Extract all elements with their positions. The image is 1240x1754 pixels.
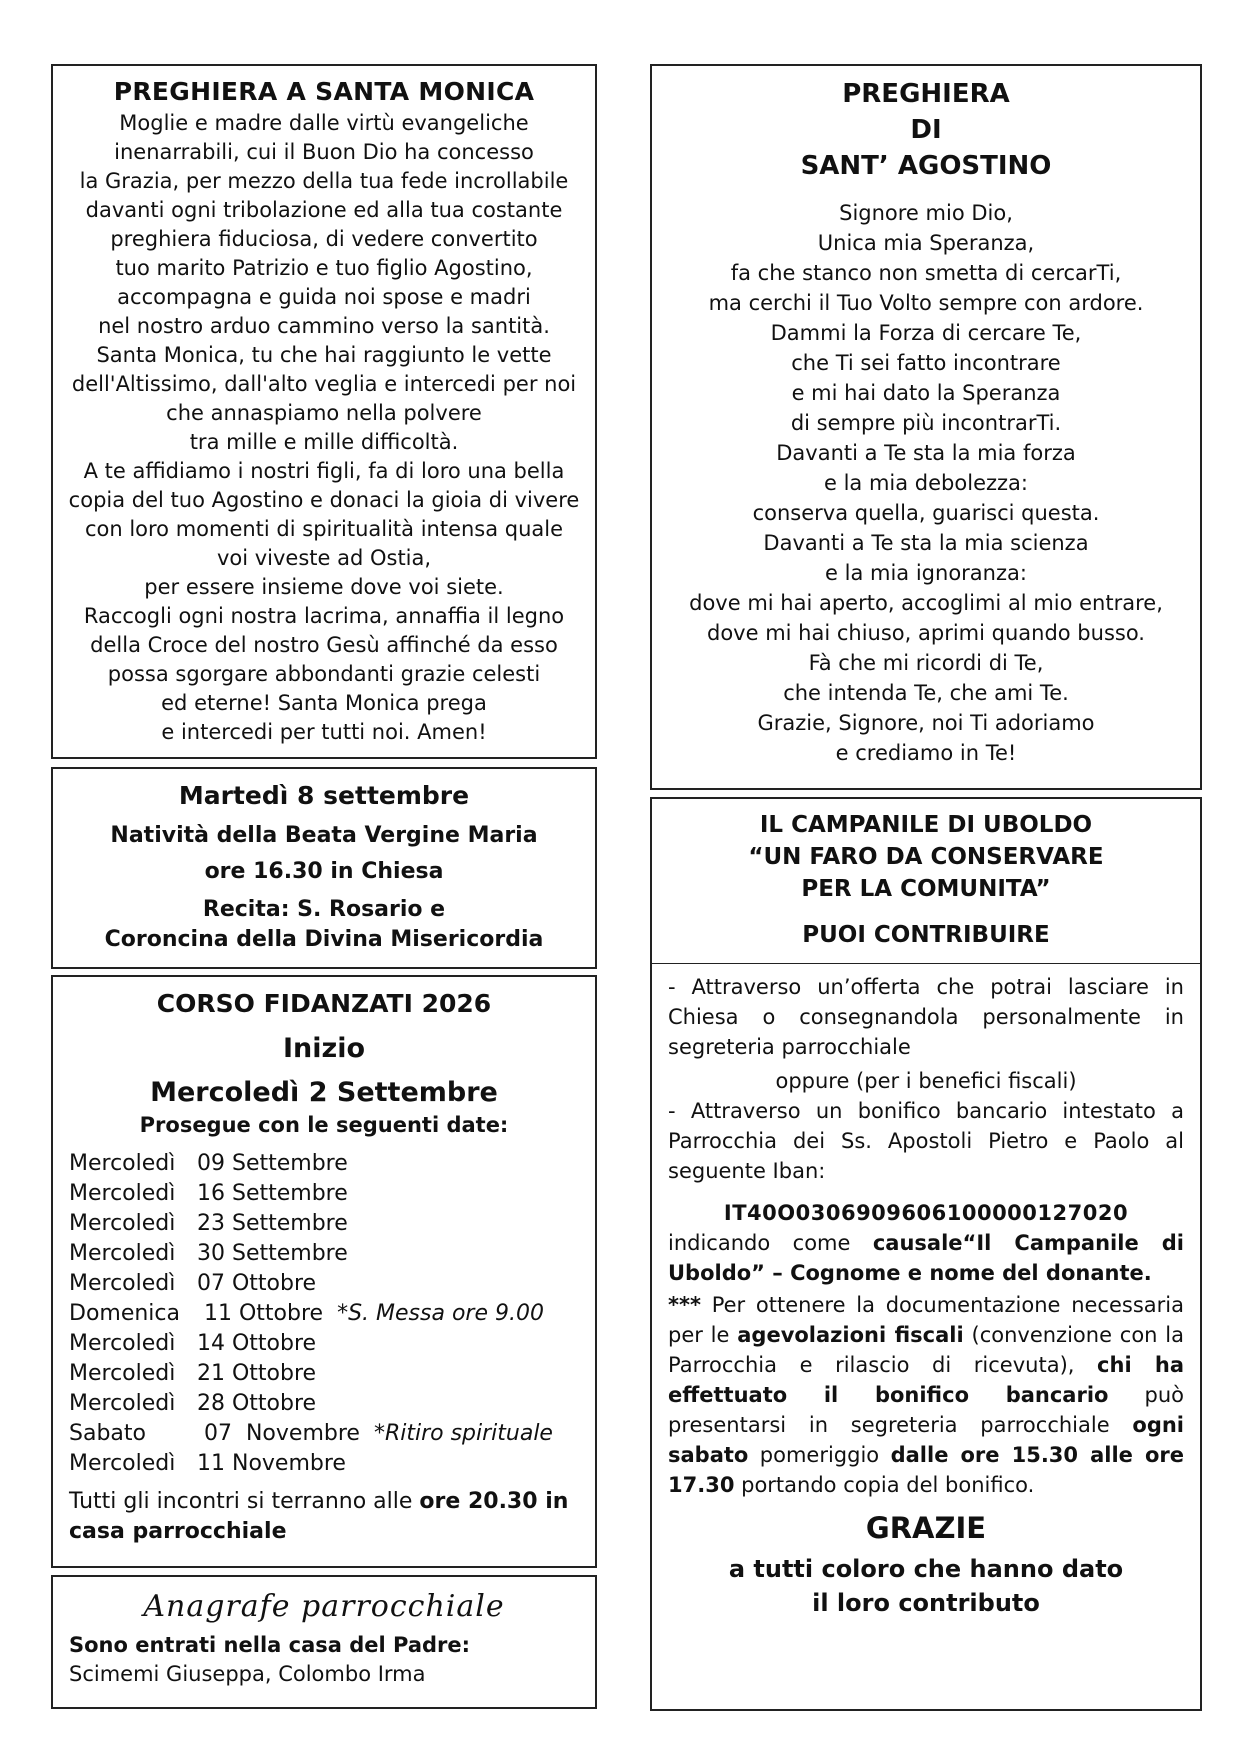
prayer-line: dove mi hai aperto, accoglimi al mio entrare, [689,591,1163,615]
event-coroncina: Coroncina della Divina Misericordia [104,927,544,952]
course-footer [69,1487,581,1547]
prayer-line: la Grazia, per mezzo della tua fede incrollabile [79,169,569,193]
thanks-heading: GRAZIE [865,1511,987,1545]
engaged-course-box [51,975,597,1568]
prayer-line: con loro momenti di spiritualità intensa quale [84,517,564,541]
transfer-paragraph: - Attraverso un bonifico bancario intestato a Parrocchia dei Ss. Apostoli Pietro e Paolo al seguente Iban: [668,1099,1184,1183]
prayer-line: dell'Altissimo, dall'alto veglia e intercedi per noi [71,372,577,396]
event-time: ore 16.30 in Chiesa [204,859,444,884]
parish-registry-box [51,1575,597,1709]
prayer-santa-monica-text [53,109,595,747]
thanks-line: a tutti coloro che hanno dato [728,1555,1124,1583]
title-line: “UN FARO DA CONSERVARE [748,844,1104,870]
prayer-sant-agostino-title [652,76,1200,184]
prayer-line: conserva quella, guarisci questa. [752,501,1100,525]
prayer-line: Davanti a Te sta la mia forza [776,441,1076,465]
course-date-day: Mercoledì [69,1331,176,1356]
course-date-value: 09 Settembre [197,1151,348,1176]
course-date-row [69,1149,595,1179]
course-start-date: Mercoledì 2 Settembre [150,1077,498,1108]
course-date-day: Mercoledì [69,1361,176,1386]
tax-text: pomeriggio [748,1443,891,1467]
prayer-line: della Croce del nostro Gesù affinché da esso [90,633,558,657]
course-date-row [69,1329,595,1359]
iban-code: IT40O0306909606100000127020 [723,1201,1129,1225]
course-date-day: Mercoledì [69,1241,176,1266]
course-date-value: 11 Novembre [197,1451,346,1476]
registry-title: Anagrafe parrocchiale [143,1589,505,1624]
prayer-line: Moglie e madre dalle virtù evangeliche [119,111,529,135]
prayer-line: che intenda Te, che ami Te. [783,681,1069,705]
prayer-line: davanti ogni tribolazione ed alla tua costante [85,198,563,222]
prayer-line: dove mi hai chiuso, aprimi quando busso. [707,621,1145,645]
prayer-line: e intercedi per tutti noi. Amen! [161,720,487,744]
tax-bold: dalle ore 15.30 alle ore 17.30 [668,1443,1185,1497]
prayer-line: Raccogli ogni nostra lacrima, annaffia il legno [83,604,565,628]
prayer-line: Dammi la Forza di cercare Te, [770,321,1082,345]
prayer-line: ma cerchi il Tuo Volto sempre con ardore. [708,291,1144,315]
course-date-row [69,1179,595,1209]
bell-tower-subtitle: PUOI CONTRIBUIRE [802,922,1050,948]
course-date-row [69,1389,595,1419]
course-date-value: 30 Settembre [197,1241,348,1266]
prayer-santa-monica-title: PREGHIERA A SANTA MONICA [113,77,535,106]
prayer-sant-agostino-box [650,64,1202,790]
stars: *** [668,1293,701,1317]
prayer-line: tuo marito Patrizio e tuo figlio Agostino, [115,256,533,280]
course-date-day: Mercoledì [69,1451,176,1476]
tax-text: (convenzione con la Parrocchia e rilascio di ricevuta), [668,1323,1184,1377]
course-date-row [69,1359,595,1389]
causale-text: indicando come [668,1231,873,1255]
thanks-text [652,1552,1200,1620]
course-date-row [69,1419,595,1449]
course-date-day: Mercoledì [69,1211,176,1236]
tax-text: Per ottenere la documentazione necessaria per le [668,1293,1184,1347]
prayer-line: Signore mio Dio, [839,201,1013,225]
course-continues-label: Prosegue con le seguenti date: [139,1113,509,1137]
prayer-line: di sempre più incontrarTi. [790,411,1062,435]
course-date-row [69,1239,595,1269]
course-footer-place: ore 20.30 in casa parrocchiale [69,1489,569,1544]
course-date-value: 11 Ottobre [197,1301,324,1326]
divider [652,963,1200,964]
course-date-row [69,1449,595,1479]
course-date-value: 07 Ottobre [197,1271,317,1296]
offer-paragraph: - Attraverso un’offerta che potrai lasciare in Chiesa o consegnandola personalmente in segreteria parrocchiale [668,975,1184,1059]
prayer-line: Davanti a Te sta la mia scienza [763,531,1089,555]
event-recita: Recita: S. Rosario e [202,897,446,922]
course-date-note-text: Ritiro spirituale [384,1421,553,1446]
course-date-value: 21 Ottobre [197,1361,317,1386]
prayer-line: ed eterne! Santa Monica prega [161,691,487,715]
course-date-note-text: S. Messa ore 9.00 [348,1301,544,1326]
causale-paragraph [668,1228,1184,1288]
course-date-day: Sabato [69,1421,146,1446]
tax-bold: agevolazioni fiscali [737,1323,964,1347]
course-date-note [374,1421,553,1446]
thanks-line: il loro contributo [812,1589,1040,1617]
course-start-label: Inizio [282,1033,366,1064]
prayer-line: inenarrabili, cui il Buon Dio ha concesso [114,140,534,164]
prayer-line: preghiera fiduciosa, di vedere convertito [110,227,538,251]
course-date-value: 14 Ottobre [197,1331,317,1356]
course-date-value: 28 Ottobre [197,1391,317,1416]
title-line: SANT’ AGOSTINO [800,151,1052,181]
course-date-row [69,1299,595,1329]
prayer-santa-monica-box [51,64,597,759]
title-line: PER LA COMUNITA” [801,876,1051,902]
title-line: IL CAMPANILE DI UBOLDO [759,812,1093,838]
prayer-line: voi viveste ad Ostia, [216,546,432,570]
causale-bold: causale“Il Campanile di Uboldo” – Cognome e nome del donante. [668,1231,1184,1285]
prayer-line: per essere insieme dove voi siete. [144,575,504,599]
tax-text: può presentarsi in segreteria parrocchiale [668,1383,1184,1437]
bell-tower-box [650,797,1202,1711]
asterisk: * [373,1421,385,1446]
prayer-line: A te affidiamo i nostri figli, fa di loro una bella [83,459,565,483]
prayer-line: e mi hai dato la Speranza [791,381,1061,405]
course-date-row [69,1269,595,1299]
course-date-day: Domenica [69,1301,180,1326]
registry-subtitle: Sono entrati nella casa del Padre: [69,1633,471,1657]
course-date-day: Mercoledì [69,1151,176,1176]
prayer-line: accompagna e guida noi spose e madri [117,285,531,309]
prayer-sant-agostino-text [652,198,1200,768]
course-date-day: Mercoledì [69,1391,176,1416]
course-title: CORSO FIDANZATI 2026 [156,989,492,1018]
tax-bold: chi ha effettuato il bonifico bancario [668,1353,1184,1407]
course-date-row [69,1209,595,1239]
prayer-line: che Ti sei fatto incontrare [791,351,1061,375]
prayer-line: tra mille e mille difficoltà. [189,430,459,454]
prayer-line: fa che stanco non smetta di cercarTi, [730,261,1122,285]
course-date-note [337,1301,544,1326]
prayer-line: Unica mia Speranza, [817,231,1035,255]
course-date-value: 16 Settembre [197,1181,348,1206]
event-feast: Natività della Beata Vergine Maria [110,823,538,848]
asterisk: * [337,1301,349,1326]
prayer-line: e la mia ignoranza: [825,561,1027,585]
course-date-value: 23 Settembre [197,1211,348,1236]
or-line: oppure (per i benefici fiscali) [775,1069,1077,1093]
bell-tower-title [652,809,1200,905]
prayer-line: Santa Monica, tu che hai raggiunto le vette [96,343,552,367]
title-line: PREGHIERA [842,79,1010,109]
course-date-value: 07 Novembre [197,1421,360,1446]
course-footer-text: Tutti gli incontri si terranno alle [69,1489,420,1514]
course-dates-list [69,1149,595,1479]
tax-info-paragraph [668,1290,1184,1500]
title-line: DI [910,115,942,145]
registry-names: Scimemi Giuseppa, Colombo Irma [69,1662,426,1686]
prayer-line: e crediamo in Te! [835,741,1017,765]
prayer-line: e la mia debolezza: [824,471,1028,495]
course-date-day: Mercoledì [69,1181,176,1206]
tax-text: portando copia del bonifico. [734,1473,1035,1497]
prayer-line: possa sgorgare abbondanti grazie celesti [107,662,541,686]
prayer-line: nel nostro arduo cammino verso la santità. [98,314,550,338]
prayer-line: Grazie, Signore, noi Ti adoriamo [757,711,1095,735]
prayer-line: che annaspiamo nella polvere [166,401,482,425]
prayer-line: Fà che mi ricordi di Te, [808,651,1044,675]
event-date: Martedì 8 settembre [178,781,470,810]
tax-bold: ogni sabato [668,1413,1184,1467]
nativity-event-box [51,767,597,969]
prayer-line: copia del tuo Agostino e donaci la gioia di vivere [68,488,580,512]
course-date-day: Mercoledì [69,1271,176,1296]
